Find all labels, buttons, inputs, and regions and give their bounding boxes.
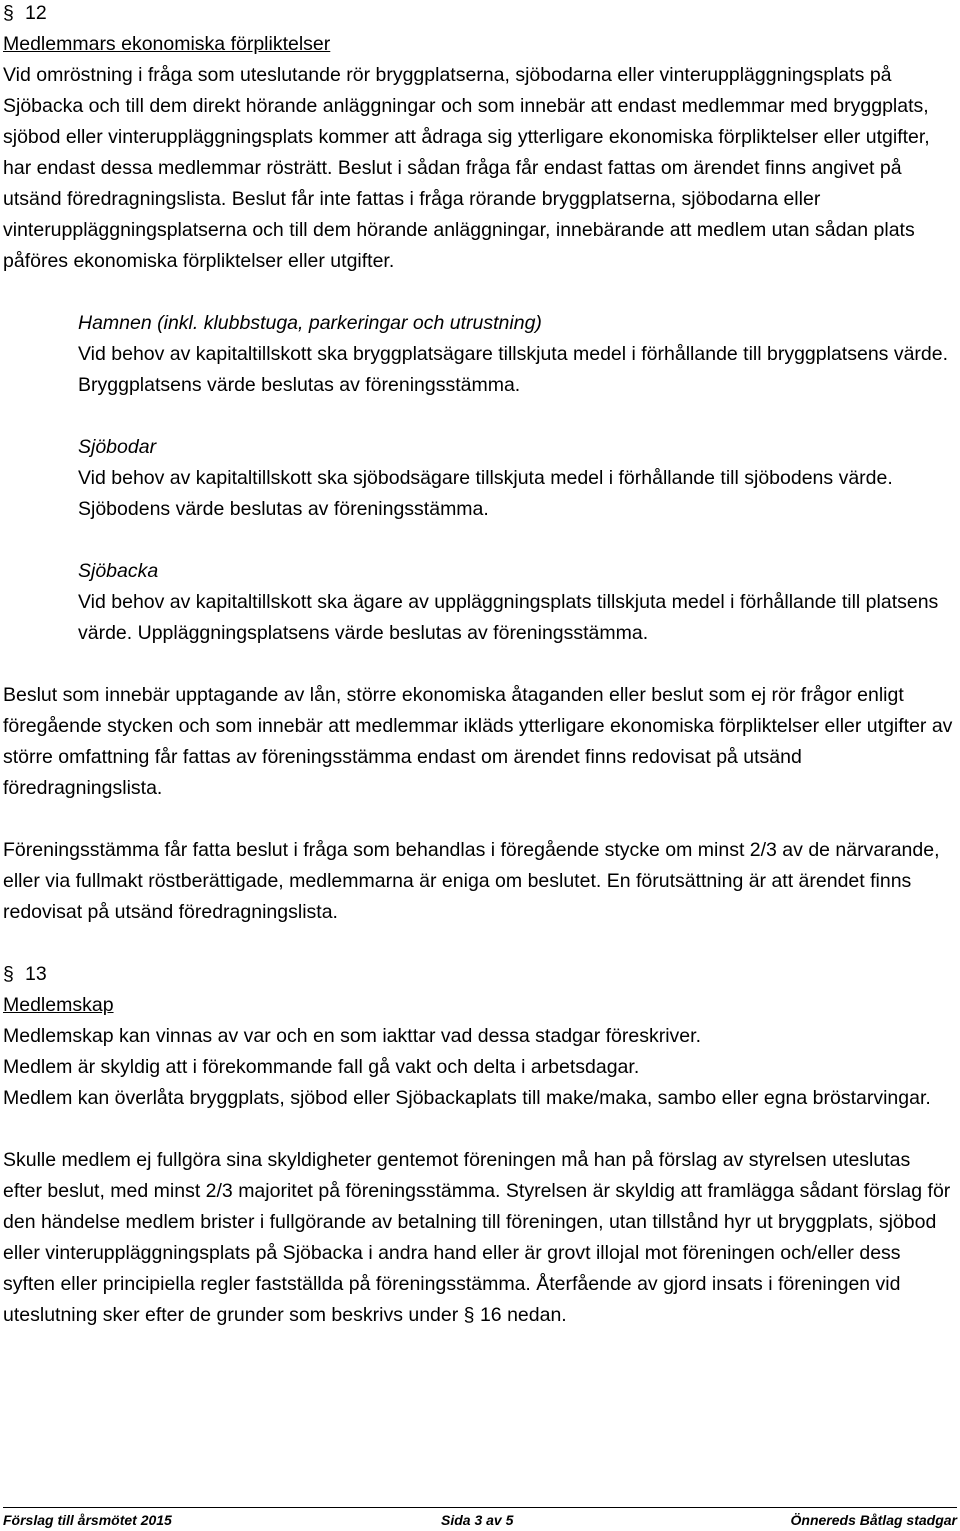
spacer [3,928,953,959]
section-number: 13 [25,963,47,985]
hamnen-text: Vid behov av kapitaltillskott ska bryggplatsägare tillskjuta medel i förhållande till bryggplatsens värde. Bryggplatsens värde beslutas av föreningsstämma. [78,343,949,396]
sjobacka-heading: Sjöbacka [78,560,159,582]
section-ref-mark: § [463,1304,475,1326]
section-13-line-3: Medlem kan överlåta bryggplats, sjöbod eller Sjöbackaplats till make/maka, sambo eller egna bröstarvingar. [3,1087,931,1109]
section-12-paragraph-3: Föreningsstämma får fatta beslut i fråga som behandlas i föregående stycke om minst 2/3 av de närvarande, eller via fullmakt röstberättigade, medlemmarna är eniga om beslutet. En förutsättning är att ärendet finns redovisat på utsänd föredragningslista. [3,839,940,923]
sjobacka-block [3,556,953,649]
document-page [3,0,953,1331]
footer-left: Förslag till årsmötet 2015 [3,1512,172,1528]
footer-right: Önnereds Båtlag stadgar [790,1512,957,1528]
section-mark: § [3,963,14,985]
spacer [3,277,953,308]
footer-page-number: Sida 3 av 5 [441,1512,514,1528]
section-12-heading [3,0,953,29]
hamnen-block [3,308,953,401]
board-duty-text: Styrelsen är skyldig att framlägga sådant förslag för den händelse medlem brister i fullgörande av betalning till föreningen, utan tillstånd hyr ut bryggplats, sjöbod eller vinteruppläggningsplats på Sjöbacka i andra hand eller är grovt illojal mot föreningen och/eller dess syften eller principiella regler fastställda på föreningsstämma. Återfående av gjord insats i föreningen vid uteslutning sker efter de grunder som beskrivs under [3,1180,951,1326]
section-number: 12 [25,2,47,24]
section-13-line-1: Medlemskap kan vinnas av var och en som iakttar vad dessa stadgar föreskriver. [3,1025,701,1047]
spacer [3,525,953,556]
paragraph-end: nedan. [507,1304,567,1326]
sjobodar-text: Vid behov av kapitaltillskott ska sjöbodsägare tillskjuta medel i förhållande till sjöbodens värde. Sjöbodens värde beslutas av föreningsstämma. [78,467,893,520]
section-12-paragraph-1: Vid omröstning i fråga som uteslutande rör bryggplatserna, sjöbodarna eller vinteruppläggningsplats på Sjöbacka och till dem direkt hörande anläggningar och som innebär att endast medlemmar med bryggplats, sjöbod eller vinteruppläggningsplats kommer att ådraga sig ytterligare ekonomiska förpliktelser eller utgifter, har endast dessa medlemmar rösträtt. Beslut i sådan fråga får endast fattas om ärendet finns angivet på utsänd föredragningslista. Beslut får inte fattas i fråga rörande bryggplatserna, sjöbodarna eller vinteruppläggningsplatserna och till dem hörande anläggningar, innebärande att medlem utan sådan plats påföres ekonomiska förpliktelser eller utgifter. [3,64,930,272]
spacer [3,804,953,835]
section-13-line-2: Medlem är skyldig att i förekommande fall gå vakt och delta i arbetsdagar. [3,1056,640,1078]
section-13-paragraph [3,1145,953,1331]
hamnen-heading: Hamnen (inkl. klubbstuga, parkeringar och utrustning) [78,312,542,334]
section-12-title: Medlemmars ekonomiska förpliktelser [3,33,331,55]
spacer [3,1114,953,1145]
spacer [3,649,953,680]
exclusion-text: Skulle medlem ej fullgöra sina skyldigheter gentemot föreningen må han på förslag av styrelsen uteslutas efter beslut, med minst 2/3 majoritet på föreningsstämma. [3,1149,911,1202]
footer-rule [3,1507,957,1508]
section-ref-number: 16 [479,1304,502,1326]
section-13-heading [3,959,953,990]
section-12-paragraph-2: Beslut som innebär upptagande av lån, större ekonomiska åtaganden eller beslut som ej rör frågor enligt föregående stycken och som innebär att medlemmar ikläds ytterligare ekonomiska förpliktelser eller utgifter av större omfattning får fattas av föreningsstämma endast om ärendet finns redovisat på utsänd föredragningslista. [3,684,953,799]
section-mark: § [3,2,14,24]
sjobodar-heading: Sjöbodar [78,436,157,458]
spacer [3,401,953,432]
sjobacka-text: Vid behov av kapitaltillskott ska ägare av uppläggningsplats tillskjuta medel i förhållande till platsens värde. Uppläggningsplatsens värde beslutas av föreningsstämma. [78,591,939,644]
sjobodar-block [3,432,953,525]
section-13-title: Medlemskap [3,994,114,1016]
